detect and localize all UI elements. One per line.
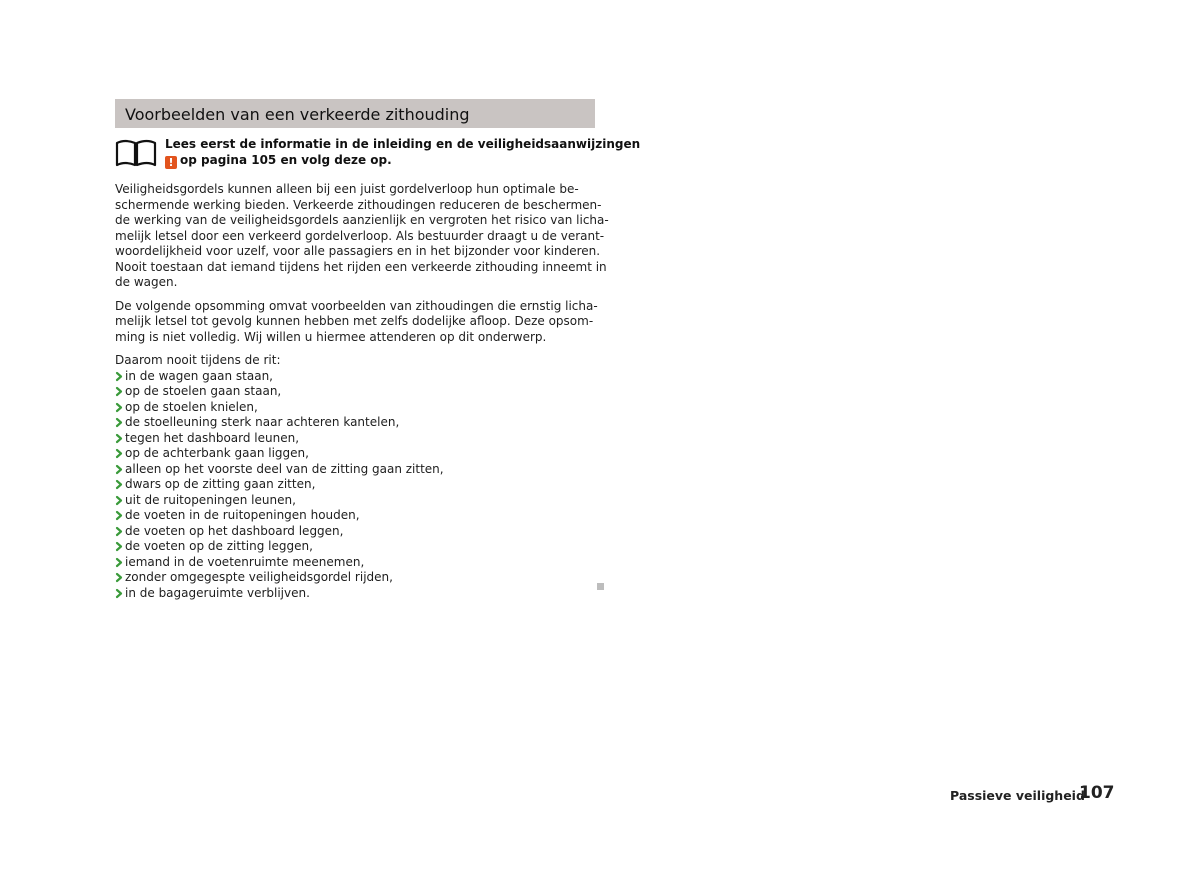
paragraph-line: woordelijkheid voor uzelf, voor alle passagiers en in het bijzonder voor kinderen. [115, 244, 601, 258]
paragraph-line: Nooit toestaan dat iemand tijdens het rijden een verkeerde zithouding inneemt in [115, 259, 607, 274]
chevron-right-icon [115, 508, 125, 523]
chevron-right-icon [115, 431, 125, 446]
list-item [115, 570, 595, 586]
list-item-text: alleen op het voorste deel van de zitting gaan zitten, [125, 461, 444, 476]
list-item-text: in de wagen gaan staan, [125, 368, 273, 383]
page-number: 107 [1079, 783, 1115, 803]
list-item [115, 586, 595, 602]
list-item [115, 431, 595, 447]
notice-line-2-text: op pagina 105 en volg deze op. [180, 153, 392, 167]
list-item [115, 524, 595, 540]
notice-line-1: Lees eerst de informatie in de inleiding en de veiligheidsaanwijzingen [165, 137, 641, 151]
list-item [115, 369, 595, 385]
list-item-text: in de bagageruimte verblijven. [125, 585, 310, 600]
list-item [115, 477, 595, 493]
exclamation-icon[interactable]: ! [165, 156, 177, 169]
list-item [115, 446, 595, 462]
list-item [115, 415, 595, 431]
paragraph-list-intro [115, 298, 598, 346]
list-item-text: de stoelleuning sterk naar achteren kantelen, [125, 415, 400, 429]
list-item-text: op de stoelen gaan staan, [125, 384, 282, 398]
chevron-right-icon [115, 493, 125, 508]
chevron-right-icon [115, 415, 125, 430]
list-item-text: de voeten in de ruitopeningen houden, [125, 508, 360, 522]
list-item-text: zonder omgegespte veiligheidsgordel rijden, [125, 570, 393, 584]
list-item [115, 539, 595, 555]
chevron-right-icon [115, 555, 125, 570]
footer-chapter-title: Passieve veiligheid [950, 788, 1085, 803]
section-end-marker [597, 583, 604, 590]
paragraph-line: Veiligheidsgordels kunnen alleen bij een juist gordelverloop hun optimale be- [115, 182, 579, 196]
chevron-right-icon [115, 524, 125, 539]
paragraph-line: De volgende opsomming omvat voorbeelden van zithoudingen die ernstig licha- [115, 298, 598, 313]
list-item [115, 555, 595, 571]
notice-text [165, 136, 640, 169]
notice-line-2 [165, 152, 640, 169]
list-item-text: op de achterbank gaan liggen, [125, 446, 309, 460]
section-title: Voorbeelden van een verkeerde zithouding [115, 99, 595, 128]
paragraph-line: schermende werking bieden. Verkeerde zithoudingen reduceren de beschermen- [115, 197, 602, 212]
list-item-text: iemand in de voetenruimte meenemen, [125, 554, 365, 569]
paragraph-line: de wagen. [115, 275, 178, 289]
list-item [115, 400, 595, 416]
paragraph-line: melijk letsel tot gevolg kunnen hebben met zelfs dodelijke afloop. Deze opsom- [115, 314, 594, 328]
paragraph-seatbelt-info [115, 182, 609, 291]
list-item [115, 508, 595, 524]
list-item [115, 493, 595, 509]
paragraph-line: de werking van de veiligheidsgordels aanzienlijk en vergroten het risico van licha- [115, 213, 609, 227]
content-column [115, 99, 641, 601]
chevron-right-icon [115, 384, 125, 399]
list-heading: Daarom nooit tijdens de rit: [115, 353, 281, 367]
chevron-right-icon [115, 586, 125, 601]
list-item [115, 384, 595, 400]
bullet-list [115, 369, 595, 602]
paragraph-line: melijk letsel door een verkeerd gordelverloop. Als bestuurder draagt u de verant- [115, 228, 605, 243]
paragraph-line: ming is niet volledig. Wij willen u hiermee attenderen op dit onderwerp. [115, 329, 547, 344]
chevron-right-icon [115, 539, 125, 554]
list-item-text: de voeten op de zitting leggen, [125, 539, 313, 553]
list-item-text: op de stoelen knielen, [125, 399, 258, 414]
chevron-right-icon [115, 570, 125, 585]
chevron-right-icon [115, 477, 125, 492]
chevron-right-icon [115, 446, 125, 461]
chevron-right-icon [115, 400, 125, 415]
list-item-text: dwars op de zitting gaan zitten, [125, 477, 316, 491]
list-item-text: tegen het dashboard leunen, [125, 430, 300, 445]
list-item [115, 462, 595, 478]
book-icon [115, 137, 157, 167]
chevron-right-icon [115, 369, 125, 384]
info-notice [115, 136, 641, 170]
list-item-text: uit de ruitopeningen leunen, [125, 492, 296, 507]
list-item-text: de voeten op het dashboard leggen, [125, 523, 344, 538]
chevron-right-icon [115, 462, 125, 477]
